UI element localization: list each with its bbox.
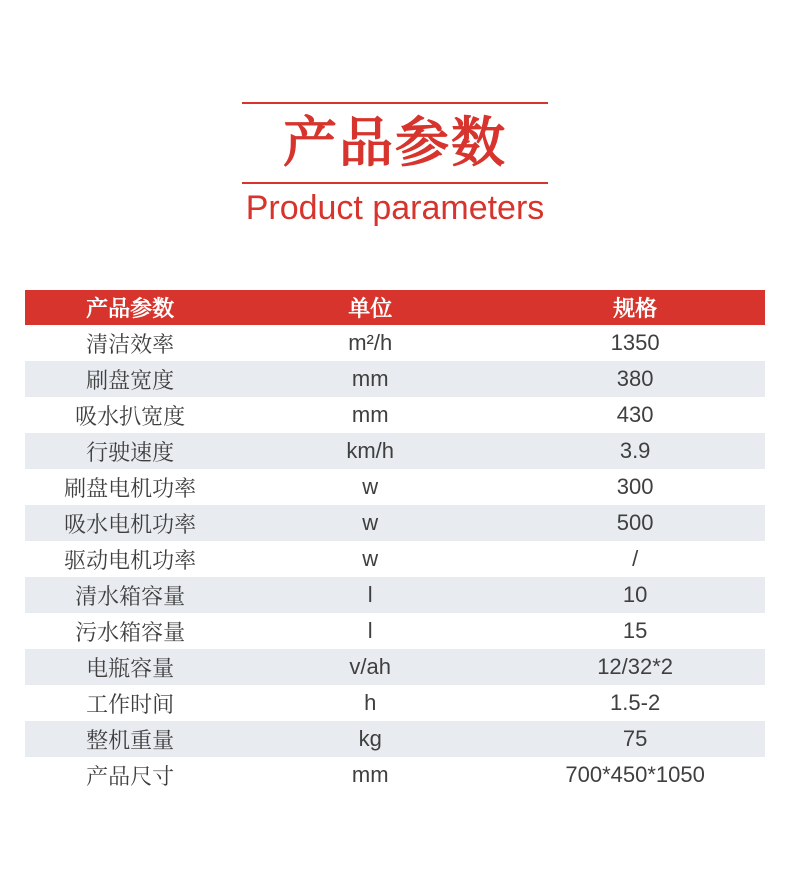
- param-name-cell: 电瓶容量: [86, 655, 175, 681]
- value-cell: 500: [616, 510, 654, 535]
- unit-cell: mm: [351, 762, 389, 787]
- value-cell: 1350: [610, 330, 660, 355]
- table-body: [25, 325, 765, 793]
- unit-cell: mm: [351, 366, 389, 391]
- value-cell: 75: [622, 726, 648, 751]
- unit-cell: w: [362, 546, 379, 571]
- param-name-cell: 清水箱容量: [75, 583, 186, 609]
- unit-cell: v/ah: [349, 654, 391, 679]
- unit-cell: h: [364, 690, 377, 715]
- param-name-cell: 刷盘电机功率: [64, 475, 197, 501]
- param-name-cell: 产品尺寸: [86, 763, 175, 789]
- value-cell: 12/32*2: [597, 654, 674, 679]
- unit-cell: w: [362, 510, 379, 535]
- value-cell: 1.5-2: [610, 690, 661, 715]
- page-subtitle: Product parameters: [245, 189, 545, 227]
- table-row: [25, 721, 765, 757]
- value-cell: 15: [622, 618, 648, 643]
- value-cell: 430: [616, 402, 654, 427]
- value-cell: 3.9: [619, 438, 651, 463]
- value-cell: /: [632, 546, 639, 571]
- table-row: [25, 757, 765, 793]
- value-cell: 300: [616, 474, 654, 499]
- table-row: [25, 613, 765, 649]
- table-row: [25, 505, 765, 541]
- title-mid-rule: [242, 182, 548, 184]
- value-cell: 700*450*1050: [565, 762, 705, 787]
- table-row: [25, 433, 765, 469]
- page-title: 产品参数: [283, 113, 507, 173]
- unit-cell: w: [362, 474, 379, 499]
- unit-cell: l: [367, 618, 373, 643]
- param-name-cell: 行驶速度: [86, 439, 175, 465]
- table-row: [25, 577, 765, 613]
- unit-cell: kg: [358, 726, 382, 751]
- param-name-cell: 工作时间: [86, 691, 175, 717]
- table-header-row: [25, 290, 765, 325]
- table-row: [25, 649, 765, 685]
- value-cell: 380: [616, 366, 654, 391]
- table-row: [25, 397, 765, 433]
- table-row: [25, 541, 765, 577]
- table-row: [25, 469, 765, 505]
- table-row: [25, 361, 765, 397]
- param-name-cell: 污水箱容量: [75, 619, 186, 645]
- column-header-parameter: 产品参数: [25, 290, 235, 325]
- unit-cell: m²/h: [348, 330, 393, 355]
- param-name-cell: 吸水扒宽度: [75, 403, 186, 429]
- column-header-unit: 单位: [235, 290, 505, 325]
- unit-cell: km/h: [346, 438, 395, 463]
- value-cell: 10: [622, 582, 648, 607]
- param-name-cell: 驱动电机功率: [64, 547, 197, 573]
- unit-cell: l: [367, 582, 373, 607]
- table-row: [25, 685, 765, 721]
- unit-cell: mm: [351, 402, 389, 427]
- param-name-cell: 清洁效率: [86, 331, 175, 357]
- table-row: [25, 325, 765, 361]
- param-name-cell: 吸水电机功率: [64, 511, 197, 537]
- title-section: [0, 0, 790, 228]
- table-header: [25, 290, 765, 325]
- parameters-table: [25, 290, 765, 793]
- param-name-cell: 刷盘宽度: [86, 367, 175, 393]
- column-header-spec: 规格: [505, 290, 765, 325]
- param-name-cell: 整机重量: [86, 727, 175, 753]
